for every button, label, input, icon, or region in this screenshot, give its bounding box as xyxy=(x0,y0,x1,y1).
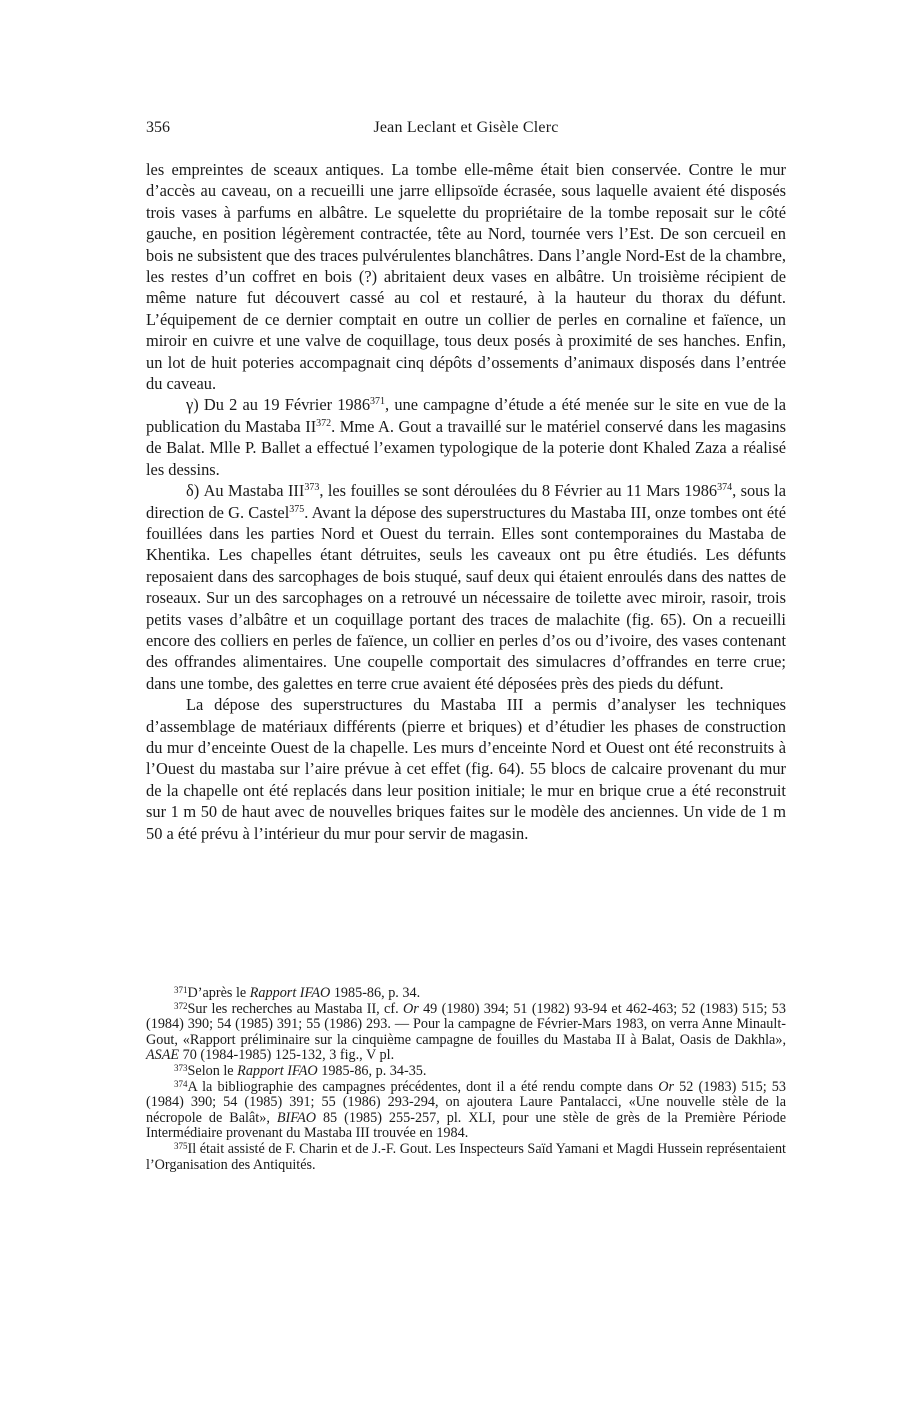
footnote-text: Selon le xyxy=(187,1062,238,1079)
footnote-373 xyxy=(146,1064,786,1080)
paragraph-gamma xyxy=(146,394,786,480)
footnote-number: 371 xyxy=(174,985,188,995)
footnotes xyxy=(146,986,786,1173)
footnote-ref[interactable]: 373 xyxy=(304,482,320,494)
page-number: 356 xyxy=(146,119,170,136)
footnote-371 xyxy=(146,986,786,1002)
footnote-372 xyxy=(146,1002,786,1064)
paragraph-superstructures: La dépose des superstructures du Mastaba III a permis d’analyser les techniques d’assemblage de matériaux différents (pierre et briques) et d’étudier les phases de construction du mur d’enceinte Ouest de la chapelle. Les murs d’enceinte Nord et Ouest ont été reconstruits à l’Ouest du mastaba sur l’aire prévue à cet effet (fig. 64). 55 blocs de calcaire provenant du mur de la chapelle ont été replacés dans leur position initiale; le mur en brique crue a été reconstruit sur 1 m 50 de haut avec de nouvelles briques faites sur le modèle des anciennes. Un vide de 1 m 50 a été prévu à l’intérieur du mur pour servir de magasin. xyxy=(146,695,786,843)
footnote-text: 49 (1980) 394; 51 (1982) 93-94 et 462-463; 52 (1983) 515; 53 (1984) 390; 54 (1985) 391; 55 (1986) 293. — Pour la campagne de Février-Mars 1983, on verra Anne Minault-Gout, «Rapport préliminaire sur la cinquième campagne de fouilles du Mastaba II à Balat, Oasis de Dakhla», xyxy=(146,1000,786,1048)
footnote-ref[interactable]: 374 xyxy=(717,482,733,494)
footnote-text: 1985-86, p. 34-35. xyxy=(317,1062,427,1079)
paragraph-delta xyxy=(146,480,786,694)
footnote-italic: ASAE xyxy=(146,1047,180,1064)
footnote-374 xyxy=(146,1080,786,1142)
footnote-italic: Or xyxy=(402,1000,419,1017)
footnote-number: 375 xyxy=(174,1140,188,1151)
footnote-text: 85 (1985) 255-257, pl. XLI, pour une stèle de grès de la Première Période Intermédiaire provenant du Mastaba III trouvée en 1984. xyxy=(146,1109,786,1142)
footnote-ref[interactable]: 375 xyxy=(289,503,305,515)
running-head xyxy=(146,119,786,141)
paragraph-text: δ) Au Mastaba III xyxy=(186,481,305,501)
paragraph-text: . Mme A. Gout a travaillé sur le matériel conservé dans les magasins de Balat. Mlle P. Ballet a effectué l’examen typologique de la poterie dont Khaled Zaza a réalisé les dessins. xyxy=(146,416,786,479)
footnote-ref[interactable]: 371 xyxy=(370,396,386,408)
paragraph-text: . Avant la dépose des superstructures du Mastaba III, onze tombes ont été fouillées dans les parties Nord et Ouest du terrain. Elles sont contemporaines du Mastaba de Khentika. Les chapelles étant détruites, seuls les caveaux ont pu être étudiés. Les défunts reposaient dans des sarcophages de bois stuqué, sauf deux qui étaient enroulés dans des nattes de roseaux. Sur un des sarcophages on a retrouvé un nécessaire de toilette avec miroir, rasoir, trois petits vases d’albâtre et un coquillage portant des traces de malachite (fig. 65). On a recueilli encore des colliers en perles de faïence, un collier en perles d’os ou d’ivoire, des vases contenant des offrandes alimentaires. Une coupelle comportait des simulacres d’offrandes en terre crue; dans une tombe, des galettes en terre crue avaient été déposées près des pieds du défunt. xyxy=(146,502,786,693)
footnote-text: A la bibliographie des campagnes précédentes, dont il a été rendu compte dans xyxy=(187,1078,659,1095)
footnote-italic: Rapport IFAO xyxy=(249,985,331,1001)
footnote-text: 1985-86, p. 34. xyxy=(330,985,421,1001)
footnote-ref[interactable]: 372 xyxy=(316,417,332,429)
footnote-375 xyxy=(146,1142,786,1173)
footnote-text: 70 (1984-1985) 125-132, 3 fig., V pl. xyxy=(179,1047,395,1064)
footnote-italic: BIFAO xyxy=(276,1109,316,1126)
paragraph-text: , les fouilles se sont déroulées du 8 Février au 11 Mars 1986 xyxy=(319,481,718,501)
footnote-number: 374 xyxy=(174,1078,188,1089)
footnote-number: 373 xyxy=(174,1062,188,1073)
running-title: Jean Leclant et Gisèle Clerc xyxy=(373,119,559,136)
paragraph-text: , sous la direction de G. Castel xyxy=(146,481,786,522)
footnote-italic: Rapport IFAO xyxy=(237,1062,318,1079)
paragraph-text: γ) Du 2 au 19 Février 1986 xyxy=(186,395,371,415)
footnote-text: D’après le xyxy=(187,985,250,1001)
main-text xyxy=(146,159,786,844)
footnote-text: 52 (1983) 515; 53 (1984) 390; 54 (1985) 391; 55 (1986) 293-294, on ajoutera Laure Pantalacci, «Une nouvelle stèle de la nécropole de Balât», xyxy=(146,1078,786,1126)
footnote-number: 372 xyxy=(174,1000,188,1011)
paragraph-text: , une campagne d’étude a été menée sur le site en vue de la publication du Mastaba II xyxy=(146,395,786,436)
footnote-text: Il était assisté de F. Charin et de J.-F. Gout. Les Inspecteurs Saïd Yamani et Magdi Hussein représentaient l’Organisation des Antiquités. xyxy=(146,1140,786,1173)
footnote-text: Sur les recherches au Mastaba II, cf. xyxy=(187,1000,403,1017)
footnote-italic: Or xyxy=(658,1078,674,1095)
paragraph-tomb-description: les empreintes de sceaux antiques. La tombe elle-même était bien conservée. Contre le mur d’accès au caveau, on a recueilli une jarre ellipsoïde écrasée, sous laquelle avaient été disposés trois vases à parfums en albâtre. Le squelette du propriétaire de la tombe reposait sur le côté gauche, en position légèrement contractée, tête au Nord, tournée vers l’Est. De son cercueil en bois ne subsistent que des traces pulvérulentes blanchâtres. Dans l’angle Nord-Est de la chambre, les restes d’un coffret en bois (?) abritaient deux vases en albâtre. Un troisième récipient de même nature fut découvert cassé au col et restauré, à la hauteur du thorax du défunt. L’équipement de ce dernier comptait en outre un collier de perles en cornaline et faïence, un miroir en cuivre et une valve de coquillage, tous deux posés à proximité de ses hanches. Enfin, un lot de huit poteries accompagnait cinq dépôts d’ossements d’animaux disposés dans l’entrée du caveau. xyxy=(146,160,786,394)
